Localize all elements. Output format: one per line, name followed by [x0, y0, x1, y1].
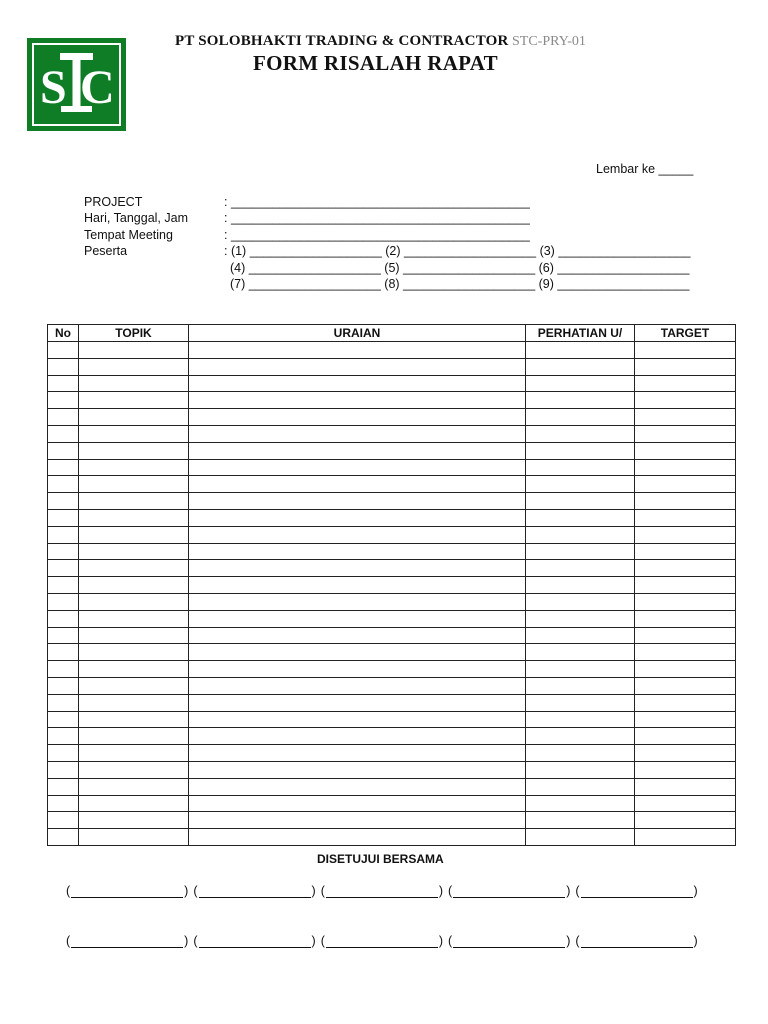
table-cell[interactable]	[635, 610, 736, 627]
table-cell[interactable]	[189, 358, 526, 375]
signature-slot[interactable]	[193, 884, 315, 898]
field-label: PROJECT	[84, 195, 143, 209]
table-cell[interactable]	[526, 392, 635, 409]
signature-slot[interactable]	[575, 884, 697, 898]
table-row	[48, 493, 736, 510]
table-cell[interactable]	[526, 778, 635, 795]
table-cell[interactable]	[526, 493, 635, 510]
table-cell[interactable]	[79, 425, 189, 442]
table-row	[48, 711, 736, 728]
table-cell[interactable]	[635, 593, 736, 610]
signature-line[interactable]	[199, 884, 311, 898]
signature-row	[66, 884, 698, 898]
table-row	[48, 543, 736, 560]
table-cell[interactable]	[189, 425, 526, 442]
table-cell[interactable]	[79, 560, 189, 577]
table-cell[interactable]	[79, 711, 189, 728]
table-cell[interactable]	[526, 409, 635, 426]
table-cell[interactable]	[48, 425, 79, 442]
table-cell[interactable]	[189, 745, 526, 762]
table-cell[interactable]	[79, 392, 189, 409]
signature-line[interactable]	[581, 884, 693, 898]
table-cell[interactable]	[189, 392, 526, 409]
table-cell[interactable]	[526, 627, 635, 644]
table-cell[interactable]	[48, 627, 79, 644]
participant-lines[interactable]: (7) ___________________ (8) ___________________ (9) ___________________	[230, 277, 690, 291]
table-cell[interactable]	[79, 661, 189, 678]
table-cell[interactable]	[526, 543, 635, 560]
logo-monogram	[34, 45, 119, 124]
table-row	[48, 526, 736, 543]
table-cell[interactable]	[526, 476, 635, 493]
table-row	[48, 342, 736, 359]
table-cell[interactable]	[189, 577, 526, 594]
table-cell[interactable]	[189, 644, 526, 661]
table-cell[interactable]	[79, 761, 189, 778]
table-cell[interactable]	[635, 375, 736, 392]
table-row	[48, 560, 736, 577]
table-cell[interactable]	[189, 778, 526, 795]
signature-slot[interactable]	[575, 934, 697, 948]
table-cell[interactable]	[189, 610, 526, 627]
table-cell[interactable]	[635, 392, 736, 409]
table-cell[interactable]	[48, 778, 79, 795]
table-cell[interactable]	[79, 543, 189, 560]
open-paren: (	[575, 884, 580, 898]
table-cell[interactable]	[635, 711, 736, 728]
table-cell[interactable]	[79, 627, 189, 644]
open-paren: (	[193, 934, 198, 948]
table-cell[interactable]	[48, 694, 79, 711]
table-cell[interactable]	[48, 711, 79, 728]
table-cell[interactable]	[48, 526, 79, 543]
table-cell[interactable]	[79, 442, 189, 459]
company-logo	[27, 38, 126, 131]
table-row	[48, 677, 736, 694]
open-paren: (	[320, 884, 325, 898]
table-cell[interactable]	[526, 358, 635, 375]
table-cell[interactable]	[635, 644, 736, 661]
table-cell[interactable]	[79, 778, 189, 795]
open-paren: (	[66, 934, 71, 948]
table-cell[interactable]	[526, 761, 635, 778]
table-row	[48, 442, 736, 459]
logo-letter-s: S	[40, 61, 67, 114]
table-cell[interactable]	[635, 627, 736, 644]
field-label: Hari, Tanggal, Jam	[84, 211, 188, 225]
table-row	[48, 476, 736, 493]
table-cell[interactable]	[48, 812, 79, 829]
table-cell[interactable]	[189, 627, 526, 644]
table-cell[interactable]	[48, 375, 79, 392]
close-paren: )	[184, 884, 189, 898]
field-label: Peserta	[84, 244, 128, 258]
field-input-line[interactable]: : ___________________________________________	[224, 228, 530, 242]
table-row	[48, 593, 736, 610]
table-cell[interactable]	[635, 761, 736, 778]
table-cell[interactable]	[48, 509, 79, 526]
table-row	[48, 409, 736, 426]
table-cell[interactable]	[526, 795, 635, 812]
table-cell[interactable]	[189, 493, 526, 510]
table-cell[interactable]	[526, 577, 635, 594]
open-paren: (	[193, 884, 198, 898]
table-cell[interactable]	[79, 577, 189, 594]
table-cell[interactable]	[526, 459, 635, 476]
table-cell[interactable]	[79, 812, 189, 829]
table-row	[48, 829, 736, 846]
table-cell[interactable]	[189, 694, 526, 711]
table-cell[interactable]	[189, 560, 526, 577]
table-cell[interactable]	[48, 577, 79, 594]
table-cell[interactable]	[48, 493, 79, 510]
logo-frame	[32, 43, 121, 126]
table-row	[48, 375, 736, 392]
table-cell[interactable]	[79, 728, 189, 745]
sheet-number	[596, 162, 693, 176]
table-cell[interactable]	[189, 593, 526, 610]
close-paren: )	[311, 934, 316, 948]
table-cell[interactable]	[48, 829, 79, 846]
table-cell[interactable]	[79, 677, 189, 694]
table-cell[interactable]	[526, 745, 635, 762]
table-cell[interactable]	[189, 543, 526, 560]
close-paren: )	[438, 884, 444, 898]
table-cell[interactable]	[79, 509, 189, 526]
table-cell[interactable]	[635, 778, 736, 795]
table-cell[interactable]	[635, 526, 736, 543]
table-cell[interactable]	[635, 795, 736, 812]
table-cell[interactable]	[526, 375, 635, 392]
table-cell[interactable]	[189, 829, 526, 846]
table-cell[interactable]	[635, 342, 736, 359]
table-cell[interactable]	[526, 509, 635, 526]
form-title: FORM RISALAH RAPAT	[253, 51, 498, 75]
table-cell[interactable]	[189, 459, 526, 476]
table-cell[interactable]	[48, 745, 79, 762]
table-cell[interactable]	[48, 728, 79, 745]
table-cell[interactable]	[526, 610, 635, 627]
table-cell[interactable]	[635, 543, 736, 560]
field-input-line[interactable]: : ___________________________________________	[224, 211, 530, 225]
table-cell[interactable]	[189, 476, 526, 493]
open-paren: (	[448, 884, 453, 898]
table-cell[interactable]	[635, 577, 736, 594]
table-cell[interactable]	[189, 795, 526, 812]
col-header-no: No	[48, 325, 79, 342]
table-cell[interactable]	[79, 745, 189, 762]
table-cell[interactable]	[635, 560, 736, 577]
table-cell[interactable]	[189, 661, 526, 678]
table-row	[48, 761, 736, 778]
signature-line[interactable]	[71, 934, 183, 948]
open-paren: (	[575, 934, 580, 948]
col-header-target: TARGET	[635, 325, 736, 342]
close-paren: )	[566, 884, 571, 898]
table-cell[interactable]	[189, 711, 526, 728]
minutes-table	[47, 324, 736, 846]
table-cell[interactable]	[48, 610, 79, 627]
table-row	[48, 728, 736, 745]
signature-slot[interactable]	[66, 934, 188, 948]
col-header-topik: TOPIK	[79, 325, 189, 342]
signature-slot[interactable]	[66, 884, 188, 898]
table-cell[interactable]	[526, 560, 635, 577]
table-row	[48, 627, 736, 644]
table-header-row	[48, 325, 736, 342]
table-cell[interactable]	[635, 812, 736, 829]
table-cell[interactable]	[189, 728, 526, 745]
table-row	[48, 358, 736, 375]
table-cell[interactable]	[189, 526, 526, 543]
table-cell[interactable]	[189, 375, 526, 392]
field-label: Tempat Meeting	[84, 228, 173, 242]
table-cell[interactable]	[48, 661, 79, 678]
table-cell[interactable]	[189, 761, 526, 778]
table-cell[interactable]	[189, 442, 526, 459]
signature-slot[interactable]	[321, 884, 443, 898]
table-cell[interactable]	[526, 711, 635, 728]
signature-line[interactable]	[199, 934, 311, 948]
signature-slot[interactable]	[448, 884, 570, 898]
table-cell[interactable]	[635, 442, 736, 459]
close-paren: )	[184, 934, 189, 948]
table-cell[interactable]	[48, 459, 79, 476]
table-cell[interactable]	[635, 829, 736, 846]
logo-letter-c: C	[80, 61, 115, 114]
open-paren: (	[320, 934, 325, 948]
signature-slot[interactable]	[321, 934, 443, 948]
table-cell[interactable]	[79, 375, 189, 392]
signature-row	[66, 934, 698, 948]
table-row	[48, 745, 736, 762]
table-cell[interactable]	[526, 644, 635, 661]
col-header-perhatian: PERHATIAN U/	[526, 325, 635, 342]
table-row	[48, 812, 736, 829]
table-row	[48, 661, 736, 678]
sheet-blank[interactable]: _____	[658, 162, 694, 176]
table-cell[interactable]	[189, 409, 526, 426]
table-cell[interactable]	[48, 761, 79, 778]
close-paren: )	[438, 934, 444, 948]
table-cell[interactable]	[635, 493, 736, 510]
table-cell[interactable]	[526, 442, 635, 459]
table-cell[interactable]	[79, 694, 189, 711]
table-row	[48, 778, 736, 795]
signature-line[interactable]	[453, 884, 565, 898]
table-cell[interactable]	[79, 493, 189, 510]
table-cell[interactable]	[635, 476, 736, 493]
table-row	[48, 392, 736, 409]
table-cell[interactable]	[635, 661, 736, 678]
table-cell[interactable]	[79, 610, 189, 627]
sheet-label: Lembar ke	[596, 162, 656, 176]
table-cell[interactable]	[48, 358, 79, 375]
table-cell[interactable]	[526, 425, 635, 442]
table-cell[interactable]	[79, 476, 189, 493]
table-cell[interactable]	[526, 812, 635, 829]
table-cell[interactable]	[79, 459, 189, 476]
col-header-uraian: URAIAN	[189, 325, 526, 342]
table-cell[interactable]	[526, 593, 635, 610]
table-cell[interactable]	[189, 342, 526, 359]
table-cell[interactable]	[48, 392, 79, 409]
table-cell[interactable]	[48, 476, 79, 493]
table-row	[48, 795, 736, 812]
table-cell[interactable]	[79, 829, 189, 846]
table-cell[interactable]	[526, 661, 635, 678]
table-cell[interactable]	[635, 425, 736, 442]
open-paren: (	[448, 934, 453, 948]
signature-line[interactable]	[581, 934, 693, 948]
table-cell[interactable]	[635, 728, 736, 745]
table-cell[interactable]	[48, 593, 79, 610]
table-row	[48, 644, 736, 661]
signature-line[interactable]	[326, 884, 438, 898]
table-row	[48, 459, 736, 476]
table-cell[interactable]	[635, 694, 736, 711]
table-cell[interactable]	[526, 526, 635, 543]
table-cell[interactable]	[48, 442, 79, 459]
table-cell[interactable]	[79, 795, 189, 812]
table-cell[interactable]	[635, 459, 736, 476]
table-cell[interactable]	[48, 543, 79, 560]
table-cell[interactable]	[526, 829, 635, 846]
company-name: PT SOLOBHAKTI TRADING & CONTRACTOR	[175, 33, 509, 49]
table-cell[interactable]	[526, 677, 635, 694]
close-paren: )	[693, 934, 698, 948]
table-cell[interactable]	[48, 342, 79, 359]
table-cell[interactable]	[189, 677, 526, 694]
table-cell[interactable]	[48, 795, 79, 812]
approval-heading: DISETUJUI BERSAMA	[317, 852, 444, 866]
field-input-line[interactable]: : ___________________________________________	[224, 195, 530, 209]
table-cell[interactable]	[79, 358, 189, 375]
table-row	[48, 610, 736, 627]
close-paren: )	[311, 884, 316, 898]
table-cell[interactable]	[526, 728, 635, 745]
table-cell[interactable]	[635, 677, 736, 694]
table-cell[interactable]	[48, 560, 79, 577]
table-cell[interactable]	[526, 694, 635, 711]
table-row	[48, 425, 736, 442]
table-row	[48, 694, 736, 711]
table-cell[interactable]	[79, 593, 189, 610]
open-paren: (	[66, 884, 71, 898]
signature-line[interactable]	[71, 884, 183, 898]
signature-slot[interactable]	[448, 934, 570, 948]
close-paren: )	[566, 934, 571, 948]
table-cell[interactable]	[526, 342, 635, 359]
signature-line[interactable]	[326, 934, 438, 948]
field-input-line[interactable]: : (1) ___________________ (2) ___________________ (3) ___________________	[224, 244, 691, 258]
table-row	[48, 509, 736, 526]
document-code: STC-PRY-01	[512, 34, 586, 49]
table-cell[interactable]	[189, 812, 526, 829]
signature-slot[interactable]	[193, 934, 315, 948]
table-cell[interactable]	[79, 526, 189, 543]
table-cell[interactable]	[189, 509, 526, 526]
table-cell[interactable]	[48, 644, 79, 661]
table-cell[interactable]	[79, 644, 189, 661]
table-cell[interactable]	[635, 509, 736, 526]
table-cell[interactable]	[79, 342, 189, 359]
signature-line[interactable]	[453, 934, 565, 948]
table-cell[interactable]	[635, 745, 736, 762]
table-cell[interactable]	[635, 409, 736, 426]
close-paren: )	[693, 884, 698, 898]
table-cell[interactable]	[79, 409, 189, 426]
participant-lines[interactable]: (4) ___________________ (5) ___________________ (6) ___________________	[230, 261, 690, 275]
table-cell[interactable]	[635, 358, 736, 375]
table-row	[48, 577, 736, 594]
table-cell[interactable]	[48, 677, 79, 694]
table-cell[interactable]	[48, 409, 79, 426]
